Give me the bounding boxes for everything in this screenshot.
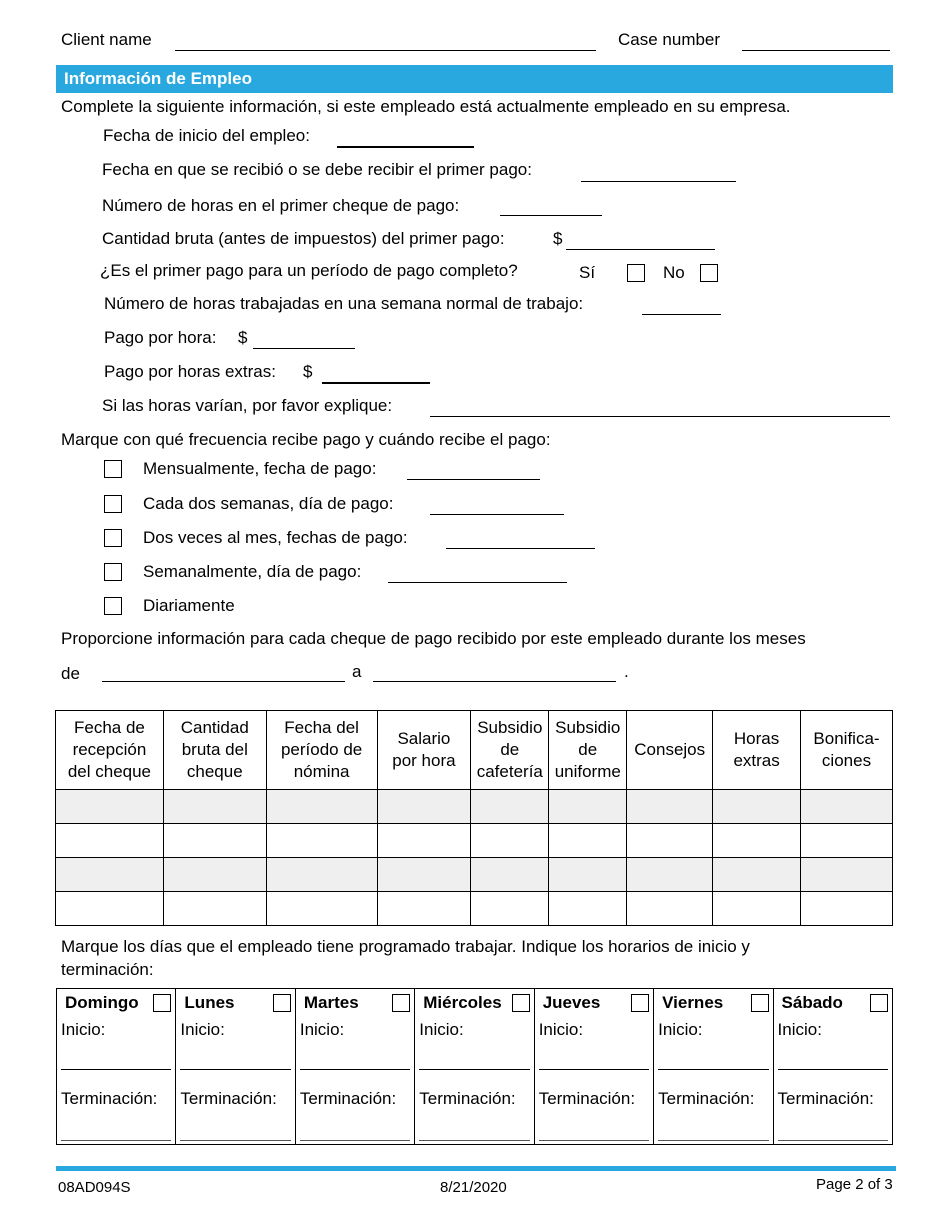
- pay-table-header-text: Fecha de: [73, 718, 145, 737]
- pay-table-header-text: uniforme: [554, 762, 621, 781]
- pay-table-cell[interactable]: [801, 824, 893, 858]
- frequency-prompt: Marque con qué frecuencia recibe pago y cuándo recibe el pago:: [61, 430, 551, 449]
- pay-table-cell[interactable]: [713, 824, 801, 858]
- pay-table-header-cell: [627, 711, 713, 790]
- start-label: Inicio:: [538, 1020, 584, 1039]
- start-time-field[interactable]: [180, 1069, 290, 1070]
- start-label: Inicio:: [419, 1020, 464, 1039]
- pay-table-cell[interactable]: [471, 858, 549, 892]
- first-gross-label: Cantidad bruta (antes de impuestos) del primer pago:: [102, 229, 505, 248]
- day-column: [773, 989, 892, 1145]
- pay-table-cell[interactable]: [713, 790, 801, 824]
- pay-table-header-text: del cheque: [67, 762, 152, 781]
- overtime-dollar-sign: $: [303, 362, 313, 381]
- pay-table-cell[interactable]: [627, 858, 713, 892]
- start-date-label: Fecha de inicio del empleo:: [103, 126, 310, 145]
- first-pay-date-field[interactable]: [581, 181, 736, 182]
- pay-table-header-text: Fecha del: [284, 718, 359, 737]
- pay-table-header-text: de: [500, 740, 520, 759]
- to-label: a: [352, 662, 362, 681]
- pay-table-cell[interactable]: [471, 892, 549, 926]
- table-row: [56, 824, 893, 858]
- pay-table-cell[interactable]: [627, 790, 713, 824]
- overtime-pay-label: Pago por horas extras:: [104, 362, 276, 381]
- day-name: Lunes: [184, 993, 235, 1012]
- form-id: 08AD094S: [58, 1179, 131, 1196]
- pay-table-cell[interactable]: [627, 892, 713, 926]
- pay-table-header-text: Bonifica-: [813, 729, 880, 748]
- monthly-checkbox[interactable]: [104, 460, 122, 478]
- pay-table-cell[interactable]: [163, 892, 266, 926]
- pay-table-cell[interactable]: [471, 824, 549, 858]
- pay-table-header-text: de: [578, 740, 598, 759]
- end-time-field[interactable]: [778, 1140, 888, 1141]
- day-name: Martes: [303, 993, 359, 1012]
- semimonthly-dates-field[interactable]: [446, 548, 595, 549]
- pay-table-cell[interactable]: [266, 824, 377, 858]
- paycheck-table-header: [56, 711, 893, 790]
- day-checkbox[interactable]: [751, 994, 769, 1012]
- day-checkbox[interactable]: [631, 994, 649, 1012]
- start-time-field[interactable]: [539, 1069, 649, 1070]
- table-row: [56, 892, 893, 926]
- overtime-pay-field[interactable]: [322, 382, 430, 384]
- start-time-field[interactable]: [658, 1069, 768, 1070]
- schedule-prompt-line2: terminación:: [61, 960, 154, 979]
- day-column: [415, 989, 534, 1145]
- pay-table-cell[interactable]: [163, 858, 266, 892]
- from-label: de: [61, 664, 80, 683]
- pay-table-cell[interactable]: [163, 790, 266, 824]
- pay-table-cell[interactable]: [163, 824, 266, 858]
- start-time-field[interactable]: [300, 1069, 410, 1070]
- form-date: 8/21/2020: [440, 1179, 507, 1196]
- hourly-dollar-sign: $: [238, 328, 248, 347]
- yes-label: Sí: [579, 263, 596, 282]
- end-label: Terminación:: [538, 1089, 636, 1108]
- pay-table-cell[interactable]: [56, 858, 164, 892]
- hourly-pay-label: Pago por hora:: [104, 328, 217, 347]
- daily-label: Diariamente: [143, 596, 235, 615]
- no-label: No: [663, 263, 685, 282]
- day-checkbox[interactable]: [273, 994, 291, 1012]
- end-label: Terminación:: [299, 1089, 397, 1108]
- pay-table-cell[interactable]: [377, 790, 471, 824]
- pay-table-cell[interactable]: [549, 824, 627, 858]
- day-checkbox[interactable]: [153, 994, 171, 1012]
- weekly-day-field[interactable]: [388, 582, 567, 583]
- full-period-question: ¿Es el primer pago para un período de pago completo?: [100, 261, 518, 280]
- pay-table-header-cell: [56, 711, 164, 790]
- client-name-label: Client name: [61, 30, 152, 49]
- pay-table-header-text: nómina: [293, 762, 350, 781]
- pay-table-cell[interactable]: [801, 892, 893, 926]
- end-time-field[interactable]: [419, 1140, 529, 1141]
- dollar-sign: $: [553, 229, 563, 248]
- day-checkbox[interactable]: [870, 994, 888, 1012]
- pay-table-header-text: ciones: [821, 751, 872, 770]
- table-row: [56, 858, 893, 892]
- first-gross-field[interactable]: [566, 249, 715, 250]
- pay-table-header-text: por hora: [392, 751, 456, 770]
- pay-table-header-text: Cantidad: [180, 718, 249, 737]
- day-name: Sábado: [781, 993, 843, 1012]
- biweekly-label: Cada dos semanas, día de pago:: [143, 494, 394, 513]
- monthly-date-field[interactable]: [407, 479, 540, 480]
- end-label: Terminación:: [658, 1089, 755, 1108]
- pay-table-header-text: bruta del: [181, 740, 248, 759]
- pay-table-header-text: cafetería: [476, 762, 543, 781]
- start-time-field[interactable]: [61, 1069, 171, 1070]
- day-checkbox[interactable]: [512, 994, 530, 1012]
- monthly-label: Mensualmente, fecha de pago:: [143, 459, 377, 478]
- day-name: Miércoles: [423, 993, 502, 1012]
- normal-week-hours-label: Número de horas trabajadas en una semana normal de trabajo:: [104, 294, 584, 313]
- day-name: Jueves: [542, 993, 601, 1012]
- start-label: Inicio:: [777, 1020, 822, 1039]
- page-number: Page 2 of 3: [816, 1176, 893, 1193]
- pay-table-header-text: extras: [733, 751, 780, 770]
- pay-table-header-cell: [471, 711, 549, 790]
- pay-table-header-cell: [549, 711, 627, 790]
- pay-table-cell[interactable]: [801, 790, 893, 824]
- hours-vary-field[interactable]: [430, 416, 890, 417]
- pay-table-cell[interactable]: [56, 892, 164, 926]
- semimonthly-label: Dos veces al mes, fechas de pago:: [143, 528, 408, 547]
- paycheck-prompt: Proporcione información para cada cheque de pago recibido por este empleado durante los meses: [61, 629, 806, 648]
- start-time-field[interactable]: [419, 1069, 529, 1070]
- semimonthly-checkbox[interactable]: [104, 529, 122, 547]
- pay-table-header-text: Consejos: [634, 740, 706, 759]
- period-mark: .: [624, 662, 629, 681]
- schedule-table: [56, 988, 893, 1145]
- end-time-field[interactable]: [61, 1140, 171, 1141]
- biweekly-day-field[interactable]: [430, 514, 564, 515]
- paycheck-table: [55, 710, 893, 926]
- no-checkbox[interactable]: [700, 264, 718, 282]
- pay-table-cell[interactable]: [549, 858, 627, 892]
- day-name: Viernes: [662, 993, 724, 1012]
- pay-table-cell[interactable]: [266, 892, 377, 926]
- first-check-hours-label: Número de horas en el primer cheque de pago:: [102, 196, 460, 215]
- hourly-pay-field[interactable]: [253, 348, 355, 349]
- weekly-checkbox[interactable]: [104, 563, 122, 581]
- pay-table-header-text: Subsidio: [555, 718, 621, 737]
- start-time-field[interactable]: [778, 1069, 888, 1070]
- first-pay-date-label: Fecha en que se recibió o se debe recibir el primer pago:: [102, 160, 532, 179]
- start-label: Inicio:: [61, 1020, 106, 1039]
- pay-table-cell[interactable]: [56, 790, 164, 824]
- first-check-hours-field[interactable]: [500, 215, 602, 216]
- pay-table-cell[interactable]: [549, 892, 627, 926]
- pay-table-header-text: recepción: [72, 740, 147, 759]
- pay-table-cell[interactable]: [56, 824, 164, 858]
- schedule-prompt-line1: Marque los días que el empleado tiene programado trabajar. Indique los horarios de inicio y: [61, 937, 750, 956]
- pay-table-cell[interactable]: [266, 790, 377, 824]
- pay-table-cell[interactable]: [377, 824, 471, 858]
- day-checkbox[interactable]: [392, 994, 410, 1012]
- to-month-field[interactable]: [373, 681, 616, 682]
- pay-table-header-text: cheque: [186, 762, 243, 781]
- day-name: Domingo: [65, 993, 139, 1012]
- pay-table-cell[interactable]: [627, 824, 713, 858]
- pay-table-cell[interactable]: [377, 858, 471, 892]
- day-column: [295, 989, 414, 1145]
- case-number-label: Case number: [618, 30, 721, 49]
- end-time-field[interactable]: [539, 1140, 649, 1141]
- pay-table-cell[interactable]: [801, 858, 893, 892]
- pay-table-header-cell: [801, 711, 893, 790]
- end-time-field[interactable]: [300, 1140, 410, 1141]
- pay-table-header-cell: [377, 711, 471, 790]
- pay-table-cell[interactable]: [471, 790, 549, 824]
- end-label: Terminación:: [777, 1089, 874, 1108]
- day-column: [654, 989, 773, 1145]
- pay-table-cell[interactable]: [713, 858, 801, 892]
- day-column: [57, 989, 176, 1145]
- footer-bar: [56, 1166, 896, 1171]
- intro-text: Complete la siguiente información, si este empleado está actualmente empleado en su empresa.: [61, 97, 791, 116]
- yes-checkbox[interactable]: [627, 264, 645, 282]
- day-column: [176, 989, 295, 1145]
- pay-table-header-cell: [713, 711, 801, 790]
- pay-table-header-text: Salario: [397, 729, 451, 748]
- start-label: Inicio:: [658, 1020, 703, 1039]
- daily-checkbox[interactable]: [104, 597, 122, 615]
- client-name-field[interactable]: [175, 50, 596, 51]
- end-label: Terminación:: [61, 1089, 158, 1108]
- biweekly-checkbox[interactable]: [104, 495, 122, 513]
- case-number-field[interactable]: [742, 50, 890, 51]
- hours-vary-label: Si las horas varían, por favor explique:: [102, 396, 393, 415]
- normal-week-hours-field[interactable]: [642, 314, 721, 315]
- weekly-label: Semanalmente, día de pago:: [143, 562, 362, 581]
- end-time-field[interactable]: [658, 1140, 768, 1141]
- pay-table-cell[interactable]: [266, 858, 377, 892]
- pay-table-header-cell: [266, 711, 377, 790]
- day-column: [534, 989, 653, 1145]
- end-time-field[interactable]: [180, 1140, 290, 1141]
- pay-table-header-cell: [163, 711, 266, 790]
- pay-table-header-text: Horas: [733, 729, 780, 748]
- end-label: Terminación:: [180, 1089, 277, 1108]
- pay-table-cell[interactable]: [549, 790, 627, 824]
- end-label: Terminación:: [419, 1089, 516, 1108]
- pay-table-cell[interactable]: [377, 892, 471, 926]
- pay-table-header-text: período de: [280, 740, 363, 759]
- from-month-field[interactable]: [102, 681, 345, 682]
- start-label: Inicio:: [299, 1020, 345, 1039]
- pay-table-header-text: Subsidio: [477, 718, 543, 737]
- table-row: [56, 790, 893, 824]
- section-title: Información de Empleo: [56, 65, 893, 93]
- start-date-field[interactable]: [337, 146, 474, 148]
- pay-table-cell[interactable]: [713, 892, 801, 926]
- start-label: Inicio:: [180, 1020, 225, 1039]
